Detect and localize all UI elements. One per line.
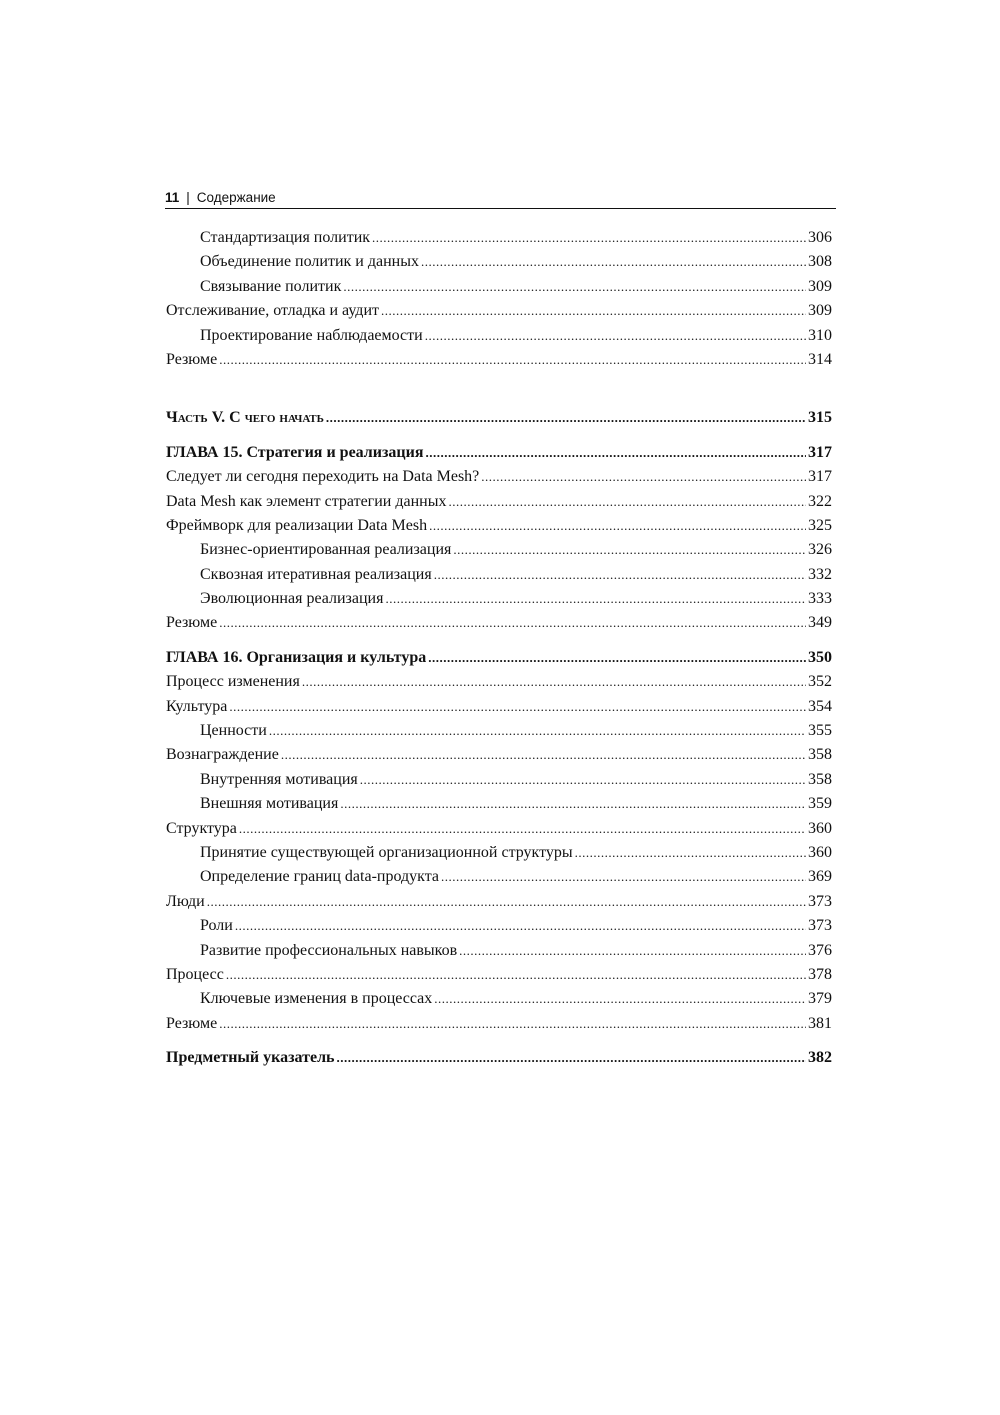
toc-entry[interactable] <box>166 563 832 587</box>
toc-leader-dots <box>421 250 806 274</box>
toc-entry-title: Сквозная итеративная реализация <box>200 565 432 583</box>
toc-leader-dots <box>340 792 806 816</box>
toc-entry-page: 314 <box>808 350 832 368</box>
toc-entry-title: Фреймворк для реализации Data Mesh <box>166 516 428 534</box>
toc-index-entry[interactable] <box>166 1046 832 1070</box>
spacer <box>166 636 832 646</box>
spacer <box>166 431 832 441</box>
toc-entry[interactable] <box>166 890 832 914</box>
toc-entry-title: Структура <box>166 819 237 837</box>
toc-leader-dots <box>207 890 806 914</box>
toc-entry[interactable] <box>166 792 832 816</box>
toc-leader-dots <box>226 963 806 987</box>
toc-leader-dots <box>381 299 806 323</box>
toc-entry-page: 355 <box>808 722 832 740</box>
header-separator: | <box>186 190 190 205</box>
toc-entry-title: Культура <box>166 697 228 715</box>
toc-chapter-heading[interactable] <box>166 441 832 465</box>
toc-entry[interactable] <box>166 275 832 299</box>
toc-leader-dots <box>426 441 806 465</box>
toc-entry-page: 358 <box>808 770 832 788</box>
toc-entry[interactable] <box>166 817 832 841</box>
toc-entry-page: 308 <box>808 253 832 271</box>
toc-leader-dots <box>337 1046 806 1070</box>
toc-entry-page: 349 <box>808 614 832 632</box>
toc-entry-title: Роли <box>200 917 233 935</box>
toc-entry-page: 306 <box>808 229 832 246</box>
toc-entry-title: Ценности <box>200 722 267 740</box>
toc-entry[interactable] <box>166 695 832 719</box>
toc-leader-dots <box>441 865 806 889</box>
toc-chapter-page: 350 <box>808 648 832 666</box>
toc-entry-title: Объединение политик и данных <box>200 253 419 271</box>
toc-entry[interactable] <box>166 719 832 743</box>
page-header <box>165 190 836 209</box>
toc-entry-page: 359 <box>808 795 832 813</box>
toc-entry-page: 326 <box>808 541 832 559</box>
toc-entry-page: 379 <box>808 990 832 1008</box>
toc-entry-page: 360 <box>808 843 832 861</box>
toc-leader-dots <box>229 695 806 719</box>
toc-entry-title: Отслеживание, отладка и аудит <box>166 302 379 320</box>
toc-entry-page: 333 <box>808 590 832 608</box>
toc-entry-title: Эволюционная реализация <box>200 590 384 608</box>
toc-entry-title: Развитие профессиональных навыков <box>200 941 458 959</box>
toc-entry[interactable] <box>166 914 832 938</box>
toc-entry-title: Стандартизация политик <box>200 229 371 246</box>
toc-entry[interactable] <box>166 963 832 987</box>
toc-entry[interactable] <box>166 865 832 889</box>
toc-part-page: 315 <box>808 409 832 427</box>
toc-index-page: 382 <box>808 1049 832 1067</box>
toc-leader-dots <box>372 226 806 250</box>
page-number: 11 <box>165 190 180 205</box>
toc-leader-dots <box>239 817 806 841</box>
toc-leader-dots <box>453 538 806 562</box>
toc-entry-title: Внешняя мотивация <box>200 795 339 813</box>
table-of-contents <box>166 226 832 1071</box>
toc-entry-page: 354 <box>808 697 832 715</box>
toc-leader-dots <box>448 490 806 514</box>
toc-entry-title: Бизнес-ориентированная реализация <box>200 541 452 559</box>
toc-entry-title: Следует ли сегодня переходить на Data Mesh? <box>166 468 480 486</box>
toc-entry[interactable] <box>166 1012 832 1036</box>
toc-entry[interactable] <box>166 670 832 694</box>
toc-entry-page: 373 <box>808 892 832 910</box>
toc-leader-dots <box>326 406 806 430</box>
toc-chapter-page: 317 <box>808 443 832 461</box>
toc-entry[interactable] <box>166 611 832 635</box>
toc-entry-title: Резюме <box>166 350 218 368</box>
toc-entry-title: Вознаграждение <box>166 746 279 764</box>
toc-index-title: Предметный указатель <box>166 1049 335 1067</box>
toc-entry-title: Резюме <box>166 614 218 632</box>
header-section-title: Содержание <box>196 190 276 205</box>
toc-entry[interactable] <box>166 514 832 538</box>
toc-leader-dots <box>385 587 806 611</box>
toc-chapter-heading[interactable] <box>166 646 832 670</box>
toc-entry-page: 358 <box>808 746 832 764</box>
toc-entry-title: Data Mesh как элемент стратегии данных <box>166 492 447 510</box>
toc-entry[interactable] <box>166 348 832 372</box>
toc-part-heading[interactable] <box>166 406 832 430</box>
toc-leader-dots <box>269 719 806 743</box>
toc-entry-title: Внутренняя мотивация <box>200 770 358 788</box>
toc-entry[interactable] <box>166 490 832 514</box>
toc-leader-dots <box>219 611 806 635</box>
toc-entry[interactable] <box>166 538 832 562</box>
toc-entry[interactable] <box>166 587 832 611</box>
toc-entry-page: 322 <box>808 492 832 510</box>
toc-entry-title: Определение границ data-продукта <box>200 868 439 886</box>
toc-entry-page: 309 <box>808 277 832 295</box>
toc-entry-title: Процесс изменения <box>166 673 300 691</box>
toc-entry-page: 376 <box>808 941 832 959</box>
toc-entry-page: 369 <box>808 868 832 886</box>
toc-leader-dots <box>429 514 806 538</box>
toc-leader-dots <box>425 324 806 348</box>
toc-entry-page: 352 <box>808 673 832 691</box>
toc-entry[interactable] <box>166 324 832 348</box>
toc-entry-title: Ключевые изменения в процессах <box>200 990 433 1008</box>
toc-entry[interactable] <box>166 939 832 963</box>
toc-leader-dots <box>575 841 806 865</box>
toc-entry[interactable] <box>166 743 832 767</box>
toc-entry-page: 317 <box>808 468 832 486</box>
toc-entry-title: Люди <box>166 892 205 910</box>
toc-entry-title: Проектирование наблюдаемости <box>200 326 423 344</box>
toc-chapter-title: ГЛАВА 15. Стратегия и реализация <box>166 443 424 461</box>
toc-entry-page: 378 <box>808 965 832 983</box>
spacer <box>166 372 832 406</box>
toc-entry-title: Процесс <box>166 965 224 983</box>
spacer <box>166 1036 832 1046</box>
toc-entry[interactable] <box>166 226 832 250</box>
toc-entry-title: Связывание политик <box>200 277 342 295</box>
toc-part-title: Часть V. С чего начать <box>166 409 324 427</box>
toc-entry[interactable] <box>166 987 832 1011</box>
toc-entry-page: 309 <box>808 302 832 320</box>
toc-leader-dots <box>219 1012 806 1036</box>
toc-entry-page: 381 <box>808 1014 832 1032</box>
toc-leader-dots <box>434 563 806 587</box>
toc-entry-page: 332 <box>808 565 832 583</box>
toc-leader-dots <box>481 465 806 489</box>
toc-entry-page: 310 <box>808 326 832 344</box>
toc-leader-dots <box>343 275 806 299</box>
toc-entry[interactable] <box>166 841 832 865</box>
toc-entry[interactable] <box>166 299 832 323</box>
toc-entry-page: 373 <box>808 917 832 935</box>
toc-entry-page: 360 <box>808 819 832 837</box>
toc-entry-page: 325 <box>808 516 832 534</box>
toc-leader-dots <box>428 646 806 670</box>
toc-leader-dots <box>219 348 806 372</box>
toc-leader-dots <box>360 768 806 792</box>
toc-leader-dots <box>235 914 806 938</box>
toc-leader-dots <box>459 939 806 963</box>
toc-entry[interactable] <box>166 465 832 489</box>
toc-entry[interactable] <box>166 250 832 274</box>
toc-entry-title: Принятие существующей организационной структуры <box>200 843 573 861</box>
toc-leader-dots <box>434 987 806 1011</box>
toc-leader-dots <box>281 743 806 767</box>
toc-chapter-title: ГЛАВА 16. Организация и культура <box>166 648 427 666</box>
toc-entry-title: Резюме <box>166 1014 218 1032</box>
toc-entry[interactable] <box>166 768 832 792</box>
toc-leader-dots <box>302 670 806 694</box>
